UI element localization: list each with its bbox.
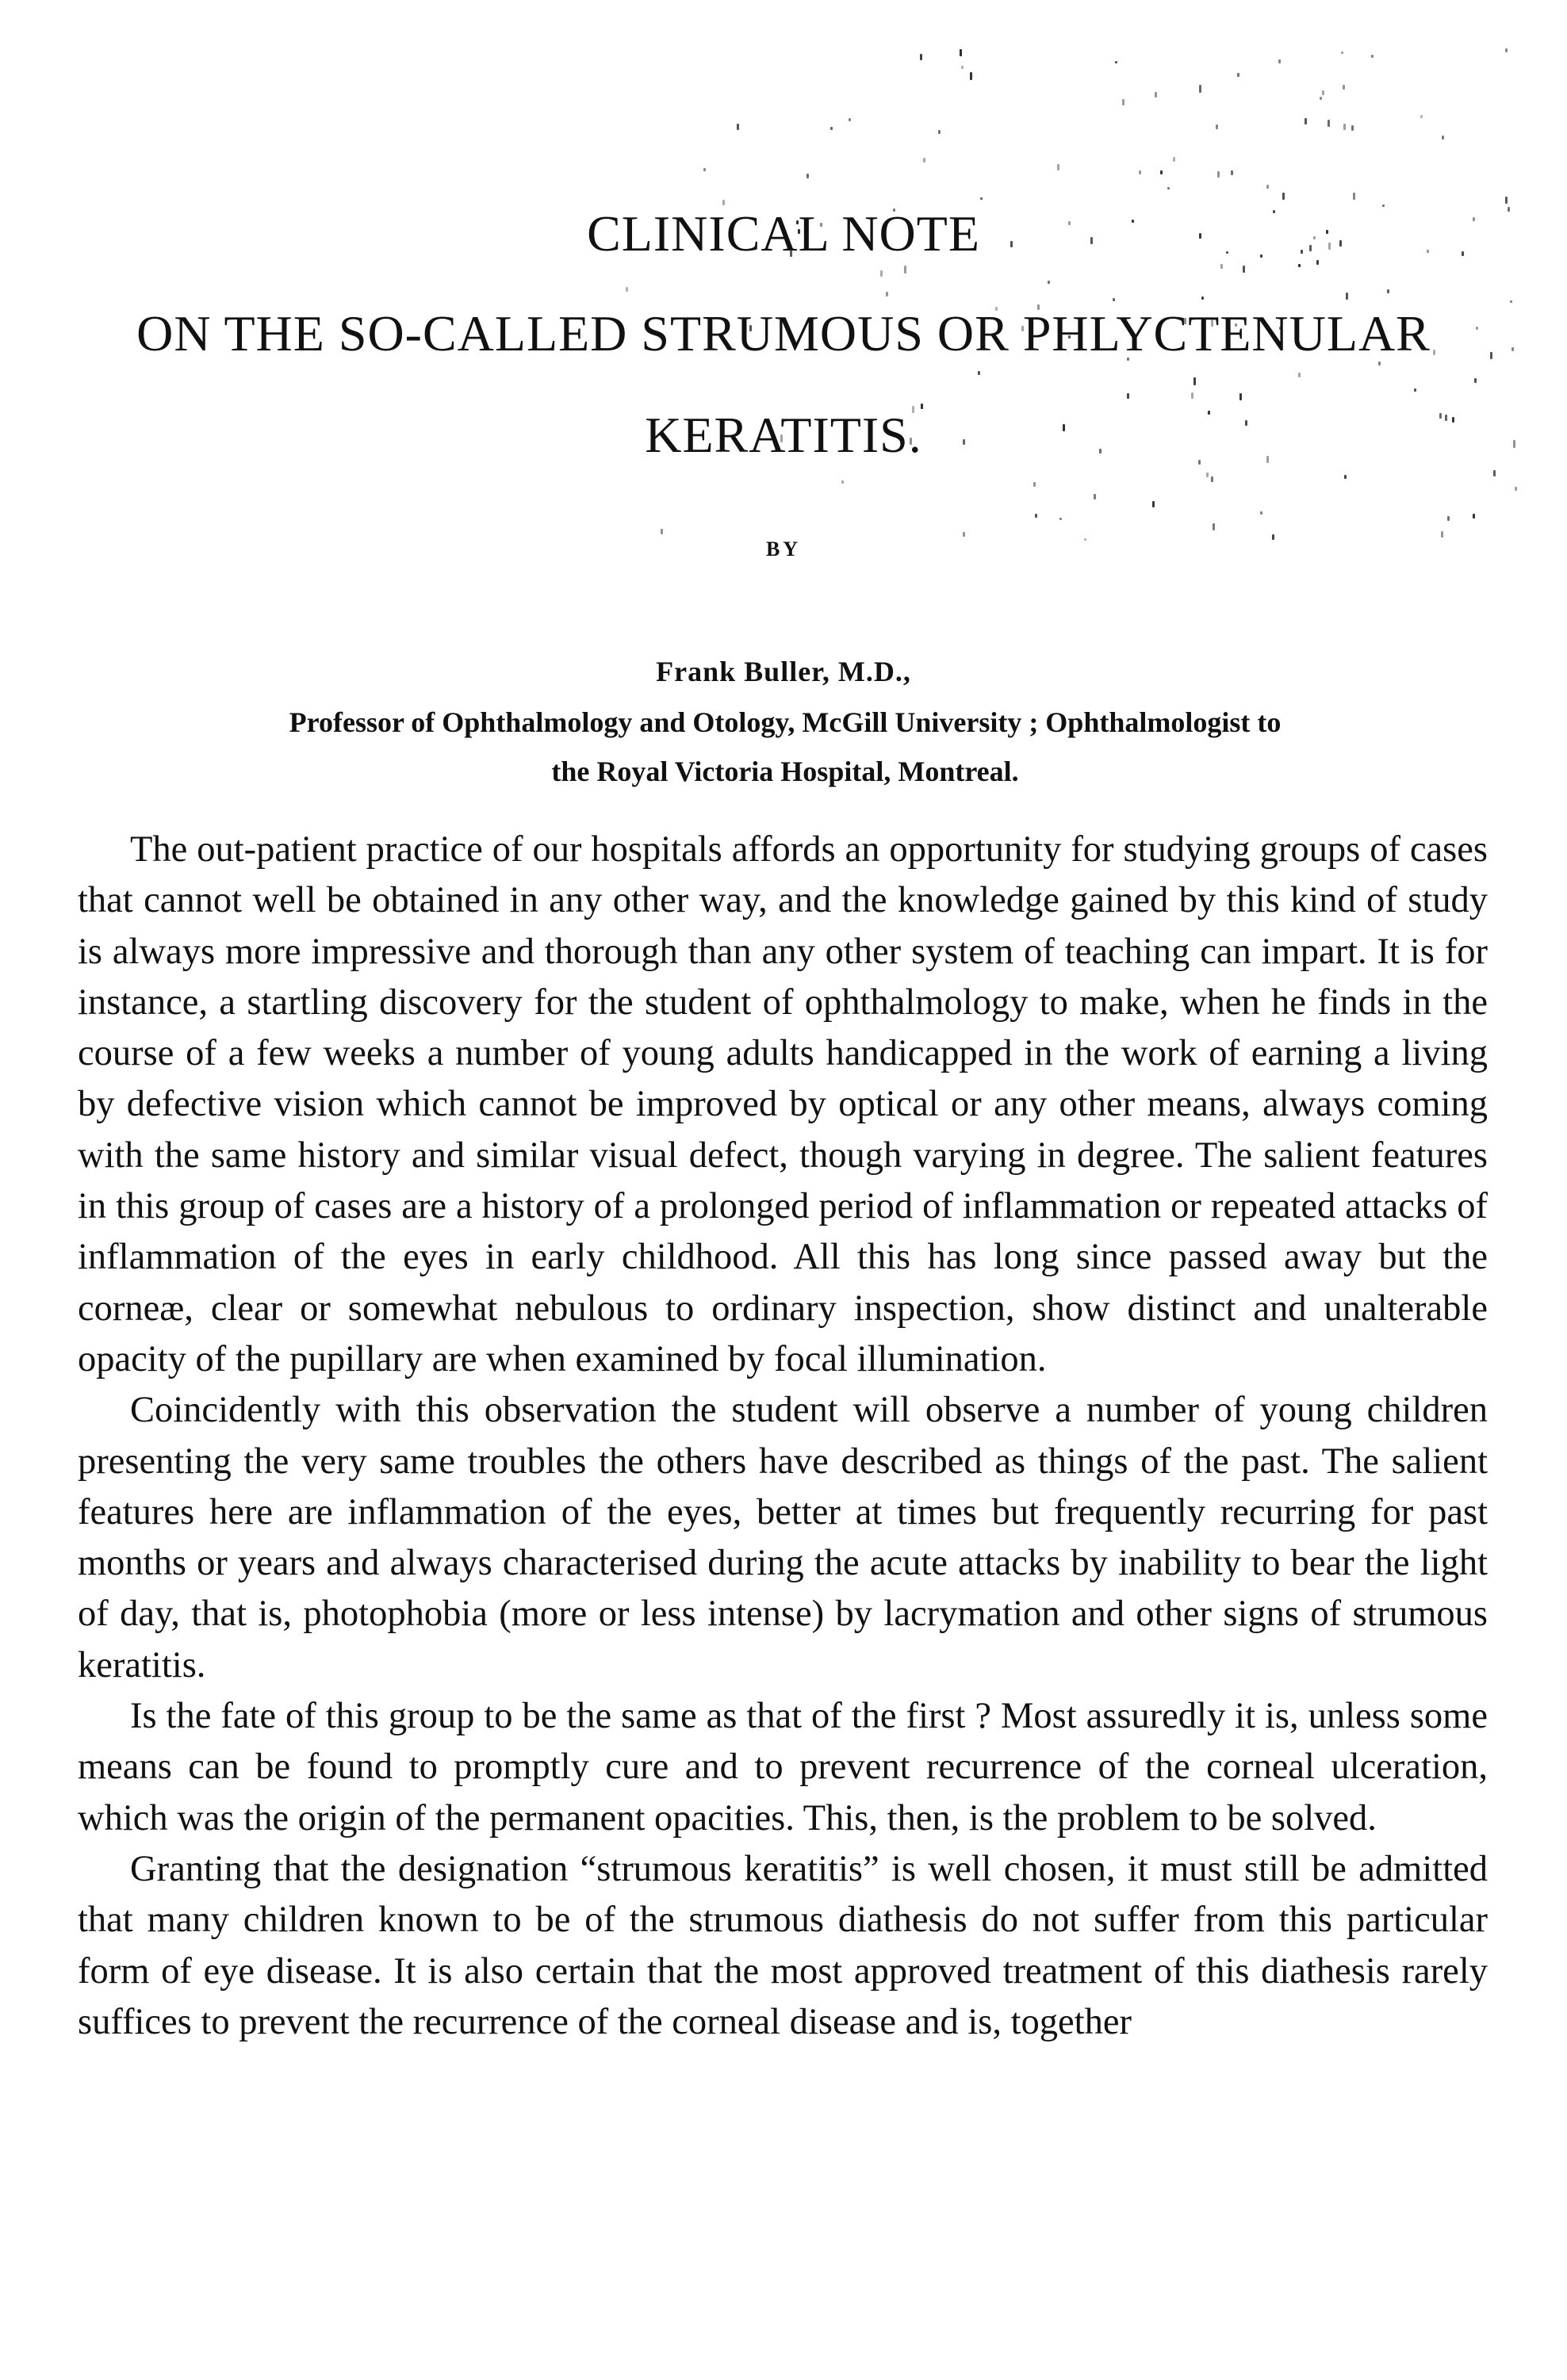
scan-speckle [1447, 516, 1450, 521]
scan-speckle [1217, 171, 1220, 178]
scan-speckle [1193, 377, 1196, 385]
scan-speckle [980, 197, 983, 200]
scan-speckle [1237, 73, 1239, 77]
paragraph-2: Coincidently with this observation the student will observe a number of young children presenting the very same troubles the others have described as things of the past. The salient features here are inflammation of the eyes, better at times but frequently recurring for past months or years and always characterised during the acute attacks by inability to bear the light of day, that is, photophobia (more or less intense) by lacrymation and other signs of strumous keratitis. [78, 1390, 1488, 1686]
scan-speckle [1260, 511, 1262, 515]
scan-speckle [841, 480, 844, 484]
scan-speckle [1343, 85, 1345, 90]
scan-speckle [1155, 92, 1157, 98]
scan-speckle [1059, 518, 1062, 520]
scan-speckle [1201, 297, 1204, 300]
scan-speckle [1122, 99, 1124, 105]
scan-speckle [830, 127, 833, 130]
scan-speckle [904, 266, 906, 274]
scan-speckle [849, 118, 851, 121]
title-line-3: KERATITIS. [645, 407, 922, 463]
paragraph-4: Granting that the designation “strumous keratitis” is well chosen, it must still be admitted that many children known to be of the strumous diathesis do not suffer from this particular form of eye disease. It is also certain that the most approved treatment of this diathesis rarely suffices to prevent the recurrence of the corneal disease and is, together [78, 1848, 1488, 2042]
scan-speckle [1220, 264, 1223, 269]
scan-speckle [920, 54, 922, 60]
scan-speckle [1213, 523, 1215, 530]
scan-speckle [806, 174, 809, 178]
scan-speckle [1152, 501, 1155, 507]
scan-speckle [1048, 281, 1050, 284]
scan-speckle [1266, 185, 1269, 189]
scan-speckle [1305, 118, 1307, 124]
scan-speckle [1278, 59, 1281, 63]
scan-speckle [886, 292, 888, 297]
scan-speckle [923, 158, 925, 163]
scan-speckle [1493, 470, 1496, 476]
scan-speckle [1344, 475, 1347, 479]
scan-speckle [1173, 157, 1175, 162]
scan-speckle [1115, 61, 1117, 63]
scan-speckle [1441, 531, 1443, 538]
scan-speckle [1420, 115, 1423, 118]
scan-speckle [1320, 97, 1322, 100]
scan-speckle [960, 49, 962, 56]
scan-speckle [1199, 85, 1201, 93]
scan-speckle [1298, 373, 1301, 377]
scan-speckle [963, 532, 965, 537]
article-body [78, 825, 1488, 2048]
scan-speckle [1328, 120, 1330, 127]
author-affiliation-line-1: Professor of Ophthalmology and Otology, McGill University ; Ophthalmologist to [289, 706, 1282, 738]
scan-speckle [1442, 136, 1444, 140]
scan-speckle [1094, 494, 1096, 499]
scan-speckle [1505, 48, 1508, 52]
scan-speckle [1515, 487, 1517, 491]
scan-speckle [1239, 393, 1242, 400]
scan-speckle [1505, 197, 1508, 204]
scan-speckle [1167, 187, 1170, 189]
scan-speckle [1033, 482, 1036, 487]
scan-speckle [1113, 298, 1115, 301]
scan-speckle [1322, 90, 1324, 95]
scan-speckle [1139, 170, 1141, 174]
scan-speckle [1343, 124, 1346, 130]
scan-speckle [1191, 392, 1193, 399]
scan-speckle [1387, 289, 1389, 293]
scan-speckle [703, 168, 706, 171]
scan-speckle [1211, 476, 1213, 482]
scan-speckle [961, 66, 964, 69]
scan-speckle [1231, 170, 1233, 175]
title-line-2: ON THE SO-CALLED STRUMOUS OR PHLYCTENULAR [136, 305, 1431, 362]
scan-speckle [1298, 264, 1301, 267]
scan-speckle [1353, 193, 1355, 200]
paragraph-1: The out-patient practice of our hospitals affords an opportunity for studying groups of cases that cannot well be obtained in any other way, and the knowledge gained by this kind of study is always more impressive and thorough than any other system of teaching can impart. It is for instance, a startling discovery for the student of ophthalmology to make, when he finds in the course of a few weeks a number of young adults handicapped in the work of earning a living by defective vision which cannot be improved by optical or any other means, always coming with the same history and similar visual defect, though varying in degree. The salient features in this group of cases are a history of a prolonged period of inflammation or repeated attacks of inflammation of the eyes in early childhood. All this has long since passed away but the corneæ, clear or somewhat nebulous to ordinary inspection, show distinct and unalterable opacity of the pupillary are when examined by focal illumination. [78, 829, 1488, 1379]
scan-speckle [1510, 300, 1512, 303]
scan-speckle [1473, 514, 1475, 518]
author-name: Frank Buller, M.D., [656, 656, 911, 687]
scan-speckle [1351, 125, 1354, 131]
scan-speckle [978, 371, 980, 375]
scan-speckle [1206, 473, 1209, 477]
scan-speckle [1474, 378, 1477, 383]
scan-speckle [1346, 293, 1348, 300]
scan-speckle [880, 270, 883, 277]
scan-speckle [1243, 266, 1245, 273]
scan-speckle [1371, 55, 1374, 58]
scan-speckle [1282, 193, 1285, 200]
scan-speckle [737, 124, 739, 130]
scan-speckle [1057, 164, 1059, 170]
scan-speckle [938, 130, 941, 134]
scan-speckle [1341, 52, 1343, 54]
title-line-1: CLINICAL NOTE [587, 205, 980, 262]
byline: BY [765, 538, 802, 561]
scan-speckle [661, 529, 663, 534]
author-affiliation-line-2: the Royal Victoria Hospital, Montreal. [551, 756, 1019, 787]
scan-speckle [1414, 388, 1416, 392]
scan-speckle [1160, 170, 1163, 174]
scan-speckle [626, 287, 628, 292]
scan-speckle [1216, 124, 1218, 129]
scan-speckle [1127, 393, 1129, 399]
scan-speckle [970, 72, 972, 80]
paragraph-3: Is the fate of this group to be the same as that of the first ? Most assuredly it is, unless some means can be found to promptly cure and to prevent recurrence of the corneal ulceration, which was the origin of the permanent opacities. This, then, is the problem to be solved. [78, 1696, 1488, 1839]
scan-speckle [1035, 514, 1037, 518]
